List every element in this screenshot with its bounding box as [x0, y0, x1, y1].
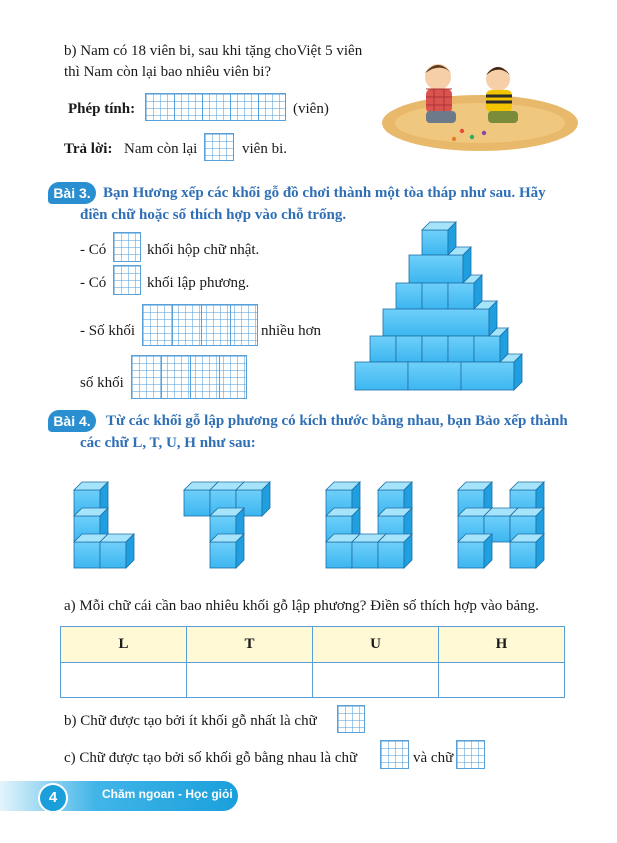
operation-answer-box[interactable] [145, 93, 286, 121]
question-line-1: b) Nam có 18 viên bi, sau khi tặng choViệt 5 viên [64, 43, 363, 59]
table-header-t: T [187, 627, 313, 663]
letter-h-blocks [458, 482, 544, 568]
exercise-4-part-c: c) Chữ được tạo bởi số khối gỗ bằng nhau là chữ [64, 750, 358, 766]
ex3-cube-blocks-box[interactable] [113, 265, 141, 295]
exercise-3-prompt-line-1: Bạn Hương xếp các khối gỗ đồ chơi thành một tòa tháp như sau. Hãy [103, 185, 546, 201]
equal-blocks-letter-box-2[interactable] [456, 740, 485, 769]
exercise-4-badge: Bài 4. [48, 410, 96, 432]
table-header-l: L [61, 627, 187, 663]
exercise-4-part-a: a) Mỗi chữ cái cần bao nhiêu khối gỗ lập phương? Điền số thích hợp vào bảng. [64, 598, 539, 614]
letter-t-blocks [184, 482, 270, 568]
ex3-more-blocks-box[interactable] [142, 304, 258, 346]
exercise-4-prompt-line-1: Từ các khối gỗ lập phương có kích thước bằng nhau, bạn Bảo xếp thành [106, 413, 568, 429]
table-header-h: H [439, 627, 565, 663]
ex3-fewer-blocks-box[interactable] [131, 355, 247, 399]
letter-blocks-illustration [60, 470, 560, 580]
exercise-3-prompt-line-2: điền chữ hoặc số thích hợp vào chỗ trống. [80, 207, 347, 223]
ex3-line1-prefix: - Có [80, 242, 107, 258]
ex3-line2-prefix: - Có [80, 275, 107, 291]
table-cell-h-answer[interactable] [439, 663, 565, 698]
table-cell-t-answer[interactable] [187, 663, 313, 698]
footer-text: Chăm ngoan - Học giỏi [102, 787, 233, 801]
page-number: 4 [38, 783, 68, 813]
ex3-rectangular-blocks-box[interactable] [113, 232, 141, 262]
letter-l-blocks [74, 482, 134, 568]
equal-blocks-letter-box-1[interactable] [380, 740, 409, 769]
ex3-line2-suffix: khối lập phương. [147, 275, 250, 291]
ex3-line4-prefix: số khối [80, 375, 124, 391]
answer-label: Trả lời: [64, 141, 113, 157]
table-header-row [61, 627, 565, 663]
letter-count-table [60, 626, 565, 698]
table-cell-u-answer[interactable] [313, 663, 439, 698]
exercise-3-badge: Bài 3. [48, 182, 96, 204]
ex3-line1-suffix: khối hộp chữ nhật. [147, 242, 260, 258]
operation-label: Phép tính: [68, 101, 136, 117]
ex3-line3-suffix: nhiều hơn [261, 323, 322, 339]
table-header-u: U [313, 627, 439, 663]
table-cell-l-answer[interactable] [61, 663, 187, 698]
table-row [61, 663, 565, 698]
exercise-4-part-c-and: và chữ [413, 750, 454, 766]
operation-unit: (viên) [293, 101, 329, 117]
letter-u-blocks [326, 482, 412, 568]
fewest-blocks-letter-box[interactable] [337, 705, 365, 733]
boys-playing-marbles-illustration [380, 45, 580, 153]
block-tower-illustration [350, 220, 530, 395]
question-line-2: thì Nam còn lại bao nhiêu viên bi? [64, 64, 272, 80]
answer-text: Nam còn lại [124, 141, 198, 157]
exercise-4-part-b: b) Chữ được tạo bởi ít khối gỗ nhất là chữ [64, 713, 317, 729]
ex3-line3-prefix: - Số khối [80, 323, 136, 339]
exercise-4-prompt-line-2: các chữ L, T, U, H như sau: [80, 435, 256, 451]
answer-box[interactable] [204, 133, 234, 161]
answer-unit: viên bi. [242, 141, 287, 157]
